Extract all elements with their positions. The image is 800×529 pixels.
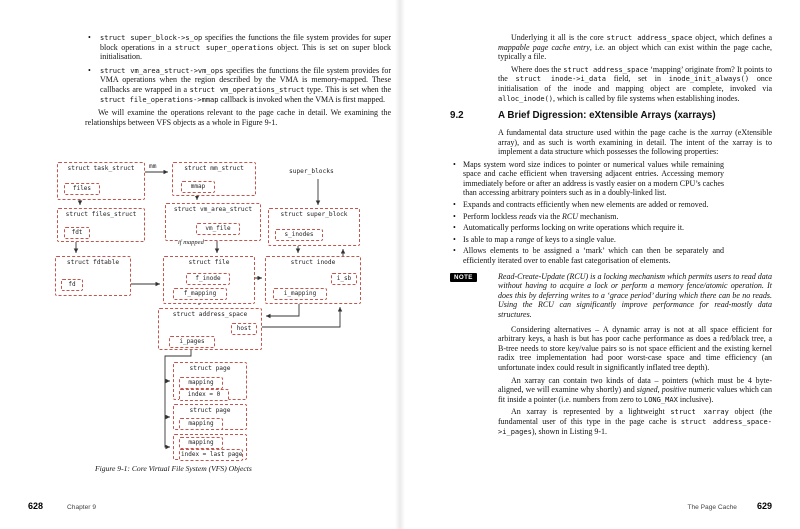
chapter-label: Chapter 9 xyxy=(67,504,96,511)
section-title: A Brief Digression: eXtensible Arrays (xarrays) xyxy=(498,110,716,122)
struct-field-fd: fd xyxy=(61,279,83,291)
xarray-bullet-mark: • Allows elements to be assigned a ‘mark’ which can then be separately and efficiently iterated over to enable fast categorisation of elements. xyxy=(450,246,724,265)
xarray-bullet-indices: • Maps system word size indices to pointer or numerical values while remaining space and cache efficient when traversing adjacent entries. Accessing memory immediately before or after an address is vastly easier on a modern CPU’s caches than accessing arbitrary pointers such as in a doubly-linked list. xyxy=(450,160,724,198)
paragraph-xarray-intro: A fundamental data structure used within the page cache is the xarray (eXtensible array), and as such is worth examining in detail. The intent of the xarray is to implement a data structure which possesses the following properties: xyxy=(498,127,773,157)
paragraph-xarray-struct: An xarray is represented by a lightweight struct xarray object (the fundamental user of this type in the page cache is struct address_space->i_pages), shown in Listing 9-1. xyxy=(498,407,773,436)
page-number-right: 629 xyxy=(756,501,772,511)
note-label: NOTE xyxy=(450,273,477,282)
figure-box-fdtable xyxy=(55,256,131,296)
struct-field-f-mapping: f_mapping xyxy=(173,288,227,300)
struct-field-i-mapping: i_mapping xyxy=(273,288,327,300)
xarray-properties-list xyxy=(450,160,724,266)
edge-label-mm: mm xyxy=(149,163,157,170)
figure-box-page-last xyxy=(173,434,247,460)
struct-field-index-last: index = last page xyxy=(179,449,243,461)
figure-box-super-block xyxy=(268,208,360,246)
struct-field-i-sb: i_sb xyxy=(331,273,357,285)
left-page-footer xyxy=(28,501,96,511)
figure-box-mm-struct xyxy=(172,162,256,196)
note-rcu xyxy=(454,271,772,320)
struct-field-s-inodes: s_inodes xyxy=(275,229,323,241)
struct-title: struct fdtable xyxy=(66,259,120,266)
figure-box-page-1 xyxy=(173,404,247,430)
bullet-super-block-ops: • struct super_block->s_op specifies the functions the file system provides for super block operations in a struct super_operations object. This is set on super block initialisation. xyxy=(85,33,391,62)
figure-box-page-0 xyxy=(173,362,247,400)
xarray-bullet-expand: • Expands and contracts efficiently when new elements are added or removed. xyxy=(450,200,724,210)
struct-field-files: files xyxy=(64,183,100,195)
struct-title: struct mm_struct xyxy=(184,165,244,172)
struct-field-index-0: index = 0 xyxy=(179,389,229,401)
struct-field-mmap: mmap xyxy=(181,181,215,193)
edge-label-if-mapped: if mapped xyxy=(178,239,204,246)
paragraph-xarray-data-kinds: An xarray can contain two kinds of data – pointers (which must be 4 byte-aligned, we will examine why shortly) and signed, positive numeric values which can fit inside a pointer (i.e. numbers from zero to LONG_MAX inclusive). xyxy=(498,375,772,404)
struct-title: struct super_block xyxy=(280,211,348,218)
struct-title: struct files_struct xyxy=(65,211,137,218)
struct-field-mapping: mapping xyxy=(179,437,223,449)
struct-title: struct address_space xyxy=(172,311,248,318)
paragraph-mapping-origin: Where does the struct address_space ‘mapping’ originate from? It points to the struct inode->i_data field, set in inode_init_always() once initialisation of the inode and mapping object are complete, invoked via alloc_inode(), which is called by file systems when establishing inodes. xyxy=(498,64,773,103)
paragraph-address-space: Underlying it all is the core struct address_space object, which defines a mappable page cache entry, i.e. an object which can exist within the page cache, typically a file. xyxy=(498,33,772,62)
struct-title: struct task_struct xyxy=(67,165,135,172)
figure-box-task-struct xyxy=(57,162,145,200)
paragraph-alternatives: Considering alternatives – A dynamic array is not at all space efficient for arbitrary keys, a hash is but has poor cache performance as does a red/black tree, a B-tree needs to store key/value pairs so is not space efficient and the existing kernel radix tree implementation had poor worst-case space and time efficiency (an unfortunate index could result in significantly inflated tree depth). xyxy=(498,324,772,372)
struct-field-f-inode: f_inode xyxy=(186,273,230,285)
paragraph-figure-intro: We will examine the operations relevant to the page cache in detail. We examining the relationships between VFS objects as a whole in Figure 9-1. xyxy=(85,108,391,127)
label-super-blocks: super_blocks xyxy=(289,168,334,175)
struct-field-i-pages: i_pages xyxy=(169,336,215,348)
struct-title: struct file xyxy=(188,259,230,266)
right-page-body xyxy=(450,33,772,436)
chapter-label: The Page Cache xyxy=(687,504,737,511)
struct-field-mapping: mapping xyxy=(179,377,223,389)
figure-box-file xyxy=(163,256,255,304)
figure-box-files-struct xyxy=(57,208,145,242)
xarray-bullet-range: • Is able to map a range of keys to a single value. xyxy=(450,235,724,245)
struct-title: struct page xyxy=(189,365,231,372)
right-page-footer xyxy=(628,501,772,511)
left-page-body xyxy=(85,33,391,127)
figure-caption: Figure 9-1: Core Virtual File System (VFS) Objects xyxy=(95,464,252,473)
xarray-bullet-locking: • Automatically performs locking on write operations which require it. xyxy=(450,223,724,233)
vfs-ops-bullet-list xyxy=(85,33,391,104)
struct-title: struct page xyxy=(189,407,231,414)
struct-field-mapping: mapping xyxy=(179,418,223,430)
struct-title: struct inode xyxy=(290,259,336,266)
figure-box-vm-area-struct xyxy=(165,203,261,241)
struct-field-fdt: fdt xyxy=(64,227,90,239)
bullet-vma-ops: • struct vm_area_struct->vm_ops specifies the functions the file system provides for VMA operations when the region described by the VMA is memory-mapped. These callbacks are wrapped in a struct vm_operations_struct type. This is set when the struct file_operations->mmap callback is invoked when the VMA is first mapped. xyxy=(85,66,391,104)
struct-field-host: host xyxy=(231,323,257,335)
page-number-left: 628 xyxy=(28,501,44,511)
xarray-bullet-lockless: • Perform lockless reads via the RCU mechanism. xyxy=(450,212,724,222)
figure-box-inode xyxy=(265,256,361,304)
section-number: 9.2 xyxy=(450,110,464,122)
note-text: Read-Create-Update (RCU) is a locking mechanism which permits users to read data without having to acquire a lock or perform a memory fence/atomic operation. It does this by deferring writes to a ‘grace period’ during which there can be no reads. Using the RCU can significantly improve performance for read-mostly data structures. xyxy=(498,271,772,319)
section-heading-9-2 xyxy=(450,110,772,122)
struct-title: struct vm_area_struct xyxy=(173,206,253,213)
struct-field-vm-file: vm_file xyxy=(196,223,240,235)
figure-box-address-space xyxy=(158,308,262,350)
